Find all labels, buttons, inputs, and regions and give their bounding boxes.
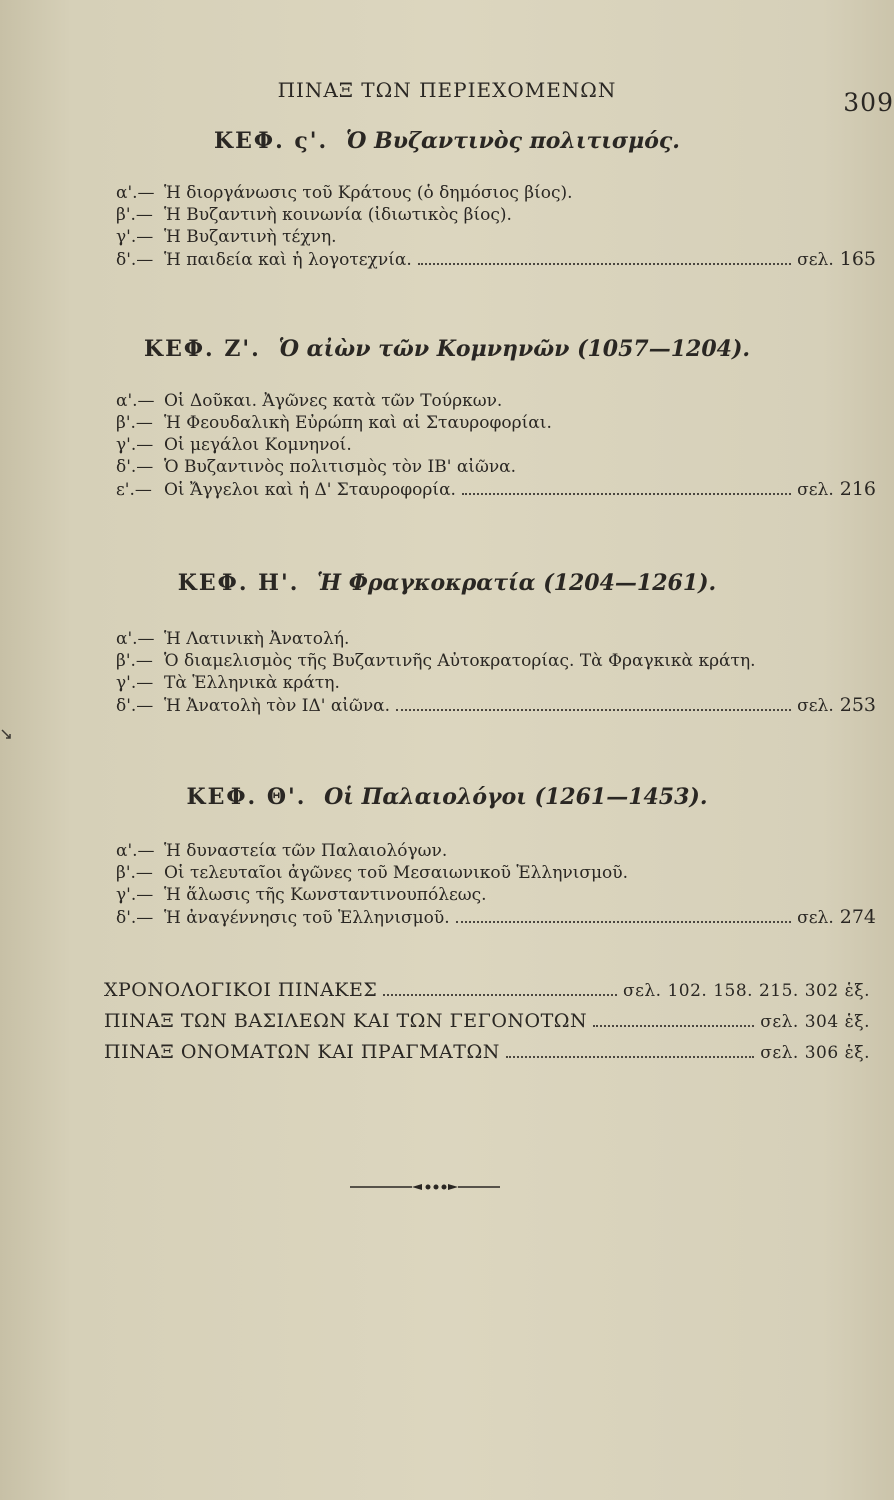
ornament-rule-icon <box>350 1180 500 1194</box>
list-item <box>116 650 876 672</box>
chapter-title: Ὁ αἰὼν τῶν Κομνηνῶν (1057—1204). <box>278 336 751 362</box>
page-ref-label: σελ. <box>797 480 834 500</box>
chapter-7-items <box>116 390 876 501</box>
index-entry <box>104 1037 870 1068</box>
item-text: Ἡ δυναστεία τῶν Παλαιολόγων. <box>164 841 448 861</box>
item-text: Οἱ μεγάλοι Κομνηνοί. <box>164 435 352 455</box>
index-title: ΠΙΝΑΞ ΤΩΝ ΒΑΣΙΛΕΩΝ ΚΑΙ ΤΩΝ ΓΕΓΟΝΟΤΩΝ <box>104 1010 588 1032</box>
item-text: Ἡ Φεουδαλικὴ Εὐρώπη καὶ αἱ Σταυροφορίαι. <box>164 413 552 433</box>
page-ref-number: 165 <box>839 248 876 270</box>
item-text: Οἱ Δοῦκαι. Ἀγῶνες κατὰ τῶν Τούρκων. <box>164 391 503 411</box>
chapter-title: Ὁ Βυζαντινὸς πολιτισμός. <box>345 128 680 154</box>
chapter-8-items <box>116 628 876 717</box>
chapter-9-items <box>116 840 876 929</box>
page-ref-label: σελ. <box>797 908 834 928</box>
item-mark: γ'.— <box>116 435 154 455</box>
index-entry <box>104 975 870 1006</box>
chapter-6-items <box>116 182 876 271</box>
dot-leader <box>462 492 791 495</box>
list-item <box>116 840 876 862</box>
item-text: Ἡ Ἀνατολὴ τὸν ΙΔ' αἰῶνα. <box>164 696 391 716</box>
list-item <box>116 478 876 501</box>
page-number: 309 <box>843 88 894 117</box>
chapter-label: ΚΕΦ. ς'. <box>214 128 329 154</box>
item-mark: α'.— <box>116 841 155 861</box>
list-item <box>116 412 876 434</box>
list-item <box>116 694 876 717</box>
list-item <box>116 906 876 929</box>
item-mark: γ'.— <box>116 885 154 905</box>
item-mark: γ'.— <box>116 673 154 693</box>
item-mark: α'.— <box>116 629 155 649</box>
list-item <box>116 390 876 412</box>
chapter-label: ΚΕΦ. Η'. <box>177 570 300 596</box>
index-title: ΠΙΝΑΞ ΟΝΟΜΑΤΩΝ ΚΑΙ ΠΡΑΓΜΑΤΩΝ <box>104 1041 500 1063</box>
list-item <box>116 204 876 226</box>
list-item <box>116 456 876 478</box>
chapter-heading-7 <box>0 336 894 362</box>
page-ref-number: 253 <box>839 694 876 716</box>
item-mark: β'.— <box>116 863 153 883</box>
list-item <box>116 628 876 650</box>
dot-leader <box>593 1024 754 1027</box>
dot-leader <box>418 262 791 265</box>
chapter-heading-8 <box>0 570 894 596</box>
page-ref-number: 216 <box>839 478 876 500</box>
item-text: Ἡ Λατινικὴ Ἀνατολή. <box>164 629 350 649</box>
page-ref-label: σελ. <box>797 250 834 270</box>
chapter-label: ΚΕΦ. Θ'. <box>186 784 307 810</box>
item-mark: δ'.— <box>116 457 154 477</box>
list-item <box>116 862 876 884</box>
chapter-title: Ἡ Φραγκοκρατία (1204—1261). <box>317 570 717 596</box>
item-mark: δ'.— <box>116 908 154 928</box>
list-item <box>116 182 876 204</box>
running-head: ΠΙΝΑΞ ΤΩΝ ΠΕΡΙΕΧΟΜΕΝΩΝ <box>277 78 617 102</box>
index-pages: σελ. 304 ἑξ. <box>760 1012 870 1032</box>
item-mark: α'.— <box>116 183 155 203</box>
item-mark: δ'.— <box>116 696 154 716</box>
item-text: Οἱ Ἄγγελοι καὶ ἡ Δ' Σταυροφορία. <box>164 480 456 500</box>
margin-mark-icon <box>0 728 14 742</box>
chapter-heading-9 <box>0 784 894 810</box>
chapter-title: Οἱ Παλαιολόγοι (1261—1453). <box>324 784 708 810</box>
item-text: Τὰ Ἑλληνικὰ κράτη. <box>164 673 340 693</box>
list-item <box>116 248 876 271</box>
item-mark: δ'.— <box>116 250 154 270</box>
list-item <box>116 434 876 456</box>
dot-leader <box>456 920 792 923</box>
item-mark: β'.— <box>116 651 153 671</box>
indexes-list <box>104 975 870 1068</box>
list-item <box>116 672 876 694</box>
chapter-label: ΚΕΦ. Ζ'. <box>143 336 261 362</box>
dot-leader <box>383 993 617 996</box>
item-mark: ε'.— <box>116 480 152 500</box>
item-text: Ἡ ἅλωσις τῆς Κωνσταντινουπόλεως. <box>164 885 487 905</box>
item-text: Ἡ ἀναγέννησις τοῦ Ἑλληνισμοῦ. <box>164 908 450 928</box>
item-text: Ὁ Βυζαντινὸς πολιτισμὸς τὸν ΙΒ' αἰῶνα. <box>164 457 517 477</box>
item-text: Ἡ παιδεία καὶ ἡ λογοτεχνία. <box>164 250 412 270</box>
dot-leader <box>506 1055 754 1058</box>
list-item <box>116 884 876 906</box>
item-mark: γ'.— <box>116 227 154 247</box>
item-text: Οἱ τελευταῖοι ἀγῶνες τοῦ Μεσαιωνικοῦ Ἑλληνισμοῦ. <box>164 863 629 883</box>
item-text: Ἡ Βυζαντινὴ κοινωνία (ἰδιωτικὸς βίος). <box>164 205 512 225</box>
index-pages: σελ. 102. 158. 215. 302 ἑξ. <box>622 981 870 1001</box>
index-title: ΧΡΟΝΟΛΟΓΙΚΟΙ ΠΙΝΑΚΕΣ <box>104 979 378 1001</box>
list-item <box>116 226 876 248</box>
page-ref-number: 274 <box>839 906 876 928</box>
item-mark: β'.— <box>116 413 153 433</box>
page-ref-label: σελ. <box>797 696 834 716</box>
item-text: Ὁ διαμελισμὸς τῆς Βυζαντινῆς Αὐτοκρατορίας. Τὰ Φραγκικὰ κράτη. <box>164 651 756 671</box>
item-mark: β'.— <box>116 205 153 225</box>
chapter-heading-6 <box>0 128 894 154</box>
item-text: Ἡ διοργάνωσις τοῦ Κράτους (ὁ δημόσιος βίος). <box>164 183 573 203</box>
dot-leader <box>396 708 791 711</box>
index-pages: σελ. 306 ἑξ. <box>760 1043 870 1063</box>
item-text: Ἡ Βυζαντινὴ τέχνη. <box>164 227 337 247</box>
index-entry <box>104 1006 870 1037</box>
item-mark: α'.— <box>116 391 155 411</box>
